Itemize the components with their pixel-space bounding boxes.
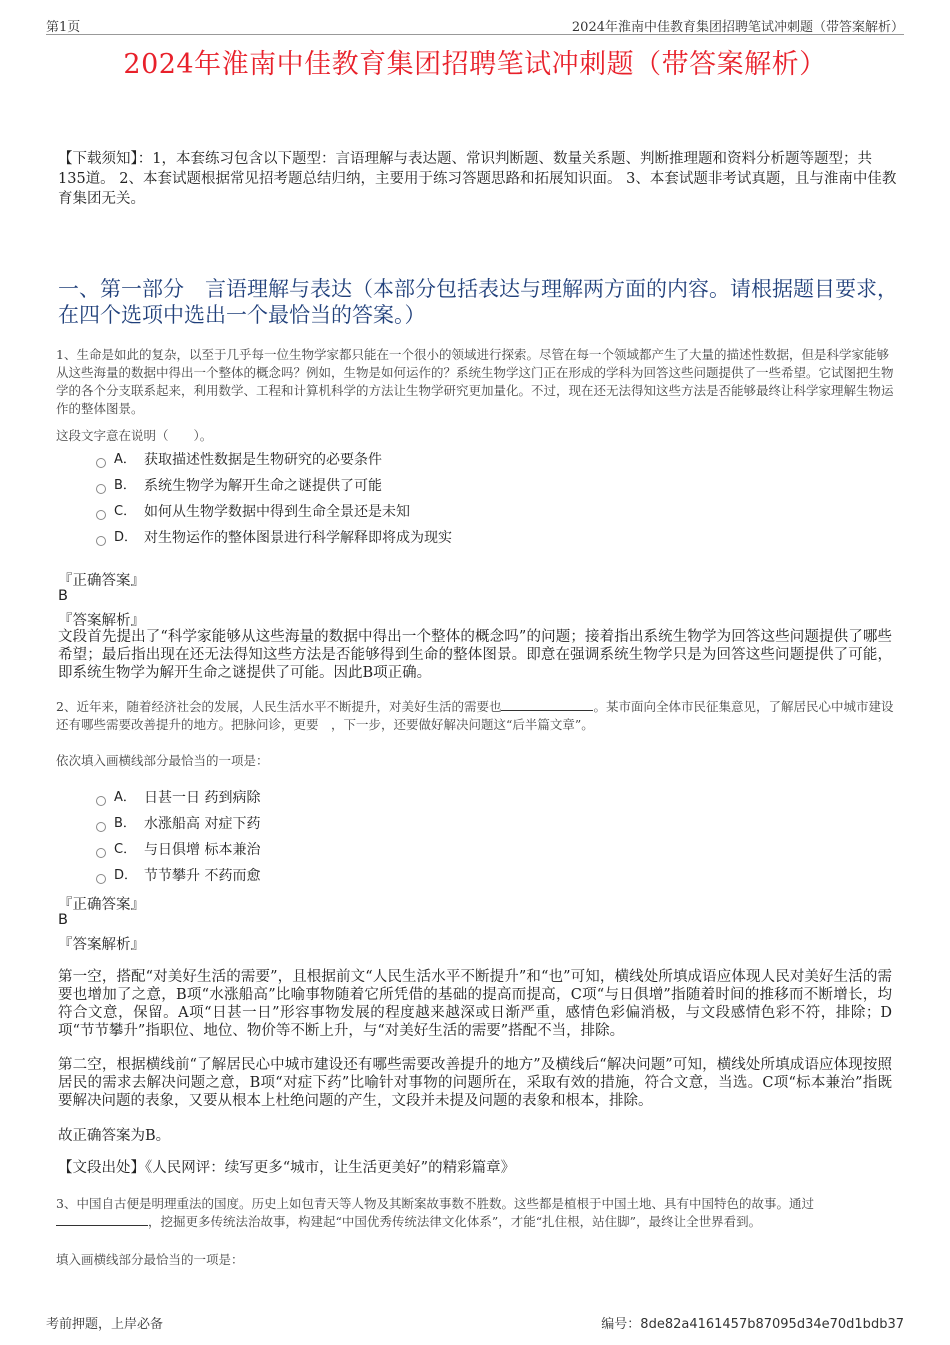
option-text: 节节攀升 不药而愈 bbox=[144, 868, 261, 884]
fill-blank bbox=[56, 1213, 148, 1226]
analysis-paragraph-1: 第一空，搭配“对美好生活的需要”，且根据前文“人民生活水平不断提升”和“也”可知，横线处所填成语应体现人民对美好生活的需要也增加了之意，B项“水涨船高”比喻事物随着它所凭借的基础的提高而提高，C项“与日俱增”指随着时间的推移而不断增长，均符合文意，保留。A项“日甚一日”形容事物发展的程度越来越深或日渐严重，感情色彩偏消极，与文段感情色彩不符，排除；D项“节节攀升”指职位、地位、物价等不断上升，与“对美好生活的需要”搭配不当，排除。 bbox=[58, 969, 892, 1039]
question-3-prompt: 填入画横线部分最恰当的一项是： bbox=[56, 1252, 244, 1267]
answer-value: B bbox=[58, 912, 68, 928]
option-a[interactable]: A． 获取描述性数据是生物研究的必要条件 bbox=[96, 447, 796, 473]
question-2-stem: 2、近年来，随着经济社会的发展，人民生活水平不断提升，对美好生活的需要也 。某市面向全体市民征集意见，了解居民心中城市建设还有哪些需要改善提升的地方。把脉问诊，更要 ，下一步，还要做好解决问题这“后半篇文章”。 bbox=[56, 699, 894, 732]
option-c[interactable]: C． 如何从生物学数据中得到生命全景还是未知 bbox=[96, 499, 796, 525]
radio-icon[interactable] bbox=[96, 848, 106, 858]
option-text: 系统生物学为解开生命之谜提供了可能 bbox=[144, 478, 382, 494]
option-text: 水涨船高 对症下药 bbox=[144, 816, 261, 832]
radio-icon[interactable] bbox=[96, 822, 106, 832]
option-text: 对生物运作的整体图景进行科学解释即将成为现实 bbox=[144, 530, 452, 546]
option-a[interactable]: A． 日甚一日 药到病除 bbox=[96, 785, 796, 811]
question-3-stem: 3、中国自古便是明理重法的国度。历史上如包青天等人物及其断案故事数不胜数。这些都是植根于中国土地、具有中国特色的故事。通过，挖掘更多传统法治故事，构建起“中国优秀传统法律文化体系”，才能“扎住根，站住脚”，最终让全世界看到。 bbox=[56, 1196, 814, 1229]
analysis-label: 『答案解析』 bbox=[58, 937, 145, 953]
question-2-prompt: 依次填入画横线部分最恰当的一项是： bbox=[56, 753, 269, 768]
radio-icon[interactable] bbox=[96, 874, 106, 884]
option-b[interactable]: B． 水涨船高 对症下药 bbox=[96, 811, 796, 837]
header-doc-title: 2024年淮南中佳教育集团招聘笔试冲刺题（带答案解析） bbox=[571, 20, 904, 35]
option-text: 日甚一日 药到病除 bbox=[144, 790, 261, 806]
option-b[interactable]: B． 系统生物学为解开生命之谜提供了可能 bbox=[96, 473, 796, 499]
option-d[interactable]: D． 对生物运作的整体图景进行科学解释即将成为现实 bbox=[96, 525, 796, 551]
question-1-prompt: 这段文字意在说明（ ）。 bbox=[56, 428, 213, 443]
question-1-stem: 1、生命是如此的复杂，以至于几乎每一位生物学家都只能在一个很小的领域进行探索。尽管在每一个领域都产生了大量的描述性数据，但是科学家能够从这些海量的数据中得出一个整体的概念吗？例如，生物是如何运作的？系统生物学这门正在形成的学科为回答这些问题提供了一些希望。它试图把生物学的各个分支联系起来，利用数学、工程和计算机科学的方法让生物学研究更加量化。不过，现在还无法得知这些方法是否能够最终让科学家理解生物运作的整体图景。 bbox=[56, 347, 894, 416]
analysis-paragraph-2: 第二空，根据横线前“了解居民心中城市建设还有哪些需要改善提升的地方”及横线后“解决问题”可知，横线处所填成语应体现按照居民的需求去解决问题之意，B项“对症下药”比喻针对事物的问题所在，采取有效的措施，符合文意，当选。C项“标本兼治”指既要解决问题的表象，又要从根本上杜绝问题的产生，文段并未提及问题的表象和根本，排除。 bbox=[58, 1057, 892, 1109]
analysis-label: 『答案解析』 bbox=[58, 613, 145, 629]
analysis-text: 文段首先提出了“科学家能够从这些海量的数据中得出一个整体的概念吗”的问题；接着指出系统生物学为回答这些问题提供了哪些希望；最后指出现在还无法得知这些方法是否能够得到生命的整体图景。即意在强调系统生物学只是为回答这些问题提供了可能，即系统生物学为解开生命之谜提供了可能。因此B项正确。 bbox=[58, 629, 892, 681]
radio-icon[interactable] bbox=[96, 796, 106, 806]
passage-source: 【文段出处】《人民网评：续写更多“城市，让生活更美好”的精彩篇章》 bbox=[58, 1160, 516, 1176]
radio-icon[interactable] bbox=[96, 536, 106, 546]
question-1-options bbox=[96, 447, 796, 551]
option-d[interactable]: D． 节节攀升 不药而愈 bbox=[96, 863, 796, 889]
radio-icon[interactable] bbox=[96, 484, 106, 494]
answer-label: 『正确答案』 bbox=[58, 573, 145, 589]
option-text: 与日俱增 标本兼治 bbox=[144, 842, 261, 858]
radio-icon[interactable] bbox=[96, 510, 106, 520]
option-c[interactable]: C． 与日俱增 标本兼治 bbox=[96, 837, 796, 863]
answer-value: B bbox=[58, 588, 68, 604]
download-notice: 【下载须知】：1，本套练习包含以下题型：言语理解与表达题、常识判断题、数量关系题、判断推理题和资料分析题等题型；共135道。 2、本套试题根据常见招考题总结归纳，主要用于练习答题思路和拓展知识面。 3、本套试题非考试真题，且与淮南中佳教育集团无关。 bbox=[58, 151, 897, 207]
page-number: 第1页 bbox=[46, 20, 81, 35]
answer-label: 『正确答案』 bbox=[58, 897, 145, 913]
radio-icon[interactable] bbox=[96, 458, 106, 468]
document-title: 2024年淮南中佳教育集团招聘笔试冲刺题（带答案解析） bbox=[123, 49, 827, 80]
question-2-options bbox=[96, 785, 796, 889]
fill-blank bbox=[501, 698, 593, 711]
option-text: 如何从生物学数据中得到生命全景还是未知 bbox=[144, 504, 410, 520]
section-title: 一、第一部分 言语理解与表达（本部分包括表达与理解两方面的内容。请根据题目要求，在四个选项中选出一个最恰当的答案。） bbox=[58, 277, 898, 327]
option-text: 获取描述性数据是生物研究的必要条件 bbox=[144, 452, 382, 468]
page-header bbox=[46, 14, 904, 35]
footer-slogan: 考前押题，上岸必备 bbox=[46, 1317, 164, 1332]
analysis-conclusion: 故正确答案为B。 bbox=[58, 1128, 171, 1144]
footer-code: 编号：8de82a4161457b87095d34e70d1bdb37 bbox=[601, 1317, 904, 1332]
